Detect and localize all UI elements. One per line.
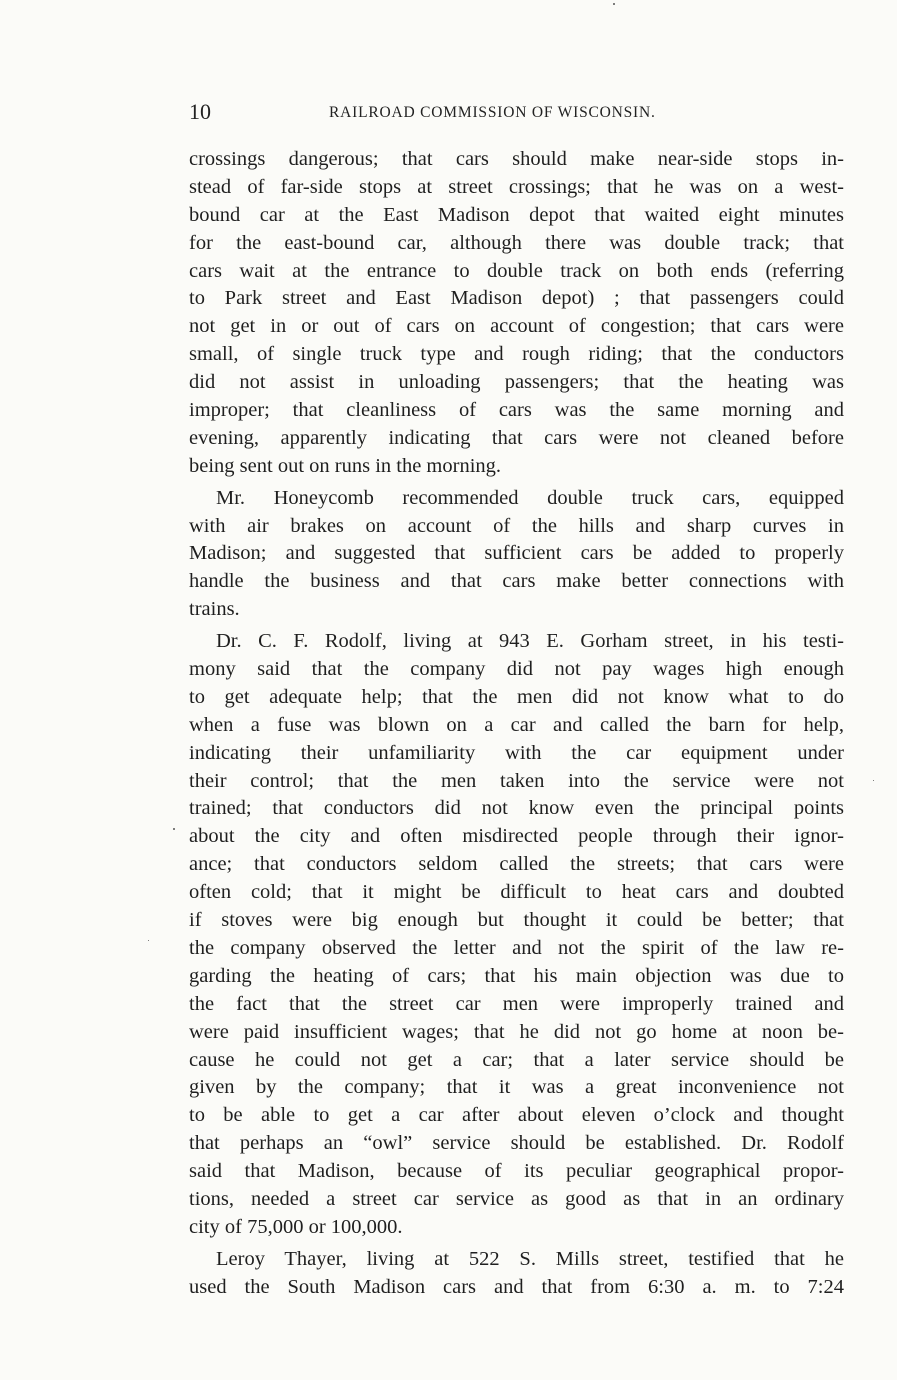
- text-line: crossings dangerous; that cars should make near-side stops in-: [189, 148, 844, 170]
- text-line: Mr. Honeycomb recommended double truck cars, equipped: [216, 486, 844, 509]
- scan-speck: [173, 828, 175, 830]
- text-line: mony said that the company did not pay wages high enough: [189, 658, 844, 681]
- scan-speck: [613, 3, 615, 5]
- text-line: that perhaps an “owl” service should be established. Dr. Rodolf: [189, 1132, 844, 1155]
- text-line: were paid insufficient wages; that he did not go home at noon be-: [189, 1020, 844, 1043]
- text-line: bound car at the East Madison depot that waited eight minutes: [189, 203, 844, 226]
- text-line: evening, apparently indicating that cars were not cleaned before: [189, 426, 844, 449]
- text-line: not get in or out of cars on account of congestion; that cars were: [189, 315, 844, 338]
- text-line: their control; that the men taken into the service were not: [189, 769, 844, 792]
- page-header: [189, 98, 844, 126]
- text-line: for the east-bound car, although there was double track; that: [189, 231, 844, 254]
- text-line: the company observed the letter and not the spirit of the law re-: [189, 936, 844, 959]
- text-line: to be able to get a car after about eleven o’clock and thought: [189, 1104, 844, 1127]
- text-line: Madison; and suggested that sufficient cars be added to properly: [189, 542, 844, 565]
- text-line: handle the business and that cars make better connections with: [189, 570, 844, 593]
- text-line: to get adequate help; that the men did not know what to do: [189, 685, 844, 708]
- running-head: RAILROAD COMMISSION OF WISCONSIN.: [329, 104, 656, 121]
- text-line: stead of far-side stops at street crossings; that he was on a west-: [189, 175, 844, 198]
- text-line: the fact that the street car men were improperly trained and: [189, 992, 844, 1015]
- text-line: did not assist in unloading passengers; that the heating was: [189, 371, 844, 394]
- text-line: city of 75,000 or 100,000.: [189, 1215, 403, 1238]
- text-line: about the city and often misdirected people through their ignor-: [189, 825, 844, 848]
- paragraph-1: [189, 146, 844, 481]
- text-line: improper; that cleanliness of cars was the same morning and: [189, 399, 844, 422]
- text-line: when a fuse was blown on a car and called the barn for help,: [189, 713, 844, 736]
- text-line: used the South Madison cars and that from 6:30 a. m. to 7:24: [189, 1275, 844, 1298]
- scan-speck: [148, 940, 149, 941]
- text-line: said that Madison, because of its peculiar geographical propor-: [189, 1160, 844, 1183]
- text-line: small, of single truck type and rough riding; that the conductors: [189, 343, 844, 366]
- text-line: trained; that conductors did not know even the principal points: [189, 797, 844, 820]
- text-line: often cold; that it might be difficult to heat cars and doubted: [189, 881, 844, 904]
- text-line: cause he could not get a car; that a later service should be: [189, 1048, 844, 1071]
- text-line: Dr. C. F. Rodolf, living at 943 E. Gorham street, in his testi-: [216, 630, 844, 653]
- text-line: being sent out on runs in the morning.: [189, 454, 502, 477]
- text-line: tions, needed a street car service as good as that in an ordinary: [189, 1187, 844, 1210]
- text-line: ance; that conductors seldom called the streets; that cars were: [189, 853, 844, 876]
- text-line: garding the heating of cars; that his main objection was due to: [189, 964, 844, 987]
- body-text: [189, 146, 844, 1306]
- text-line: cars wait at the entrance to double track on both ends (referring: [189, 259, 844, 282]
- page-number: 10: [189, 99, 211, 124]
- paragraph-2: [189, 485, 844, 624]
- text-line: trains.: [189, 598, 240, 621]
- text-line: with air brakes on account of the hills and sharp curves in: [189, 514, 844, 537]
- text-line: indicating their unfamiliarity with the car equipment under: [189, 741, 844, 764]
- text-line: if stoves were big enough but thought it could be better; that: [189, 909, 844, 932]
- text-line: to Park street and East Madison depot) ; that passengers could: [189, 287, 844, 310]
- paragraph-3: [189, 628, 844, 1242]
- text-line: given by the company; that it was a great inconvenience not: [189, 1076, 844, 1099]
- text-line: Leroy Thayer, living at 522 S. Mills street, testified that he: [216, 1247, 844, 1270]
- paragraph-4: [189, 1246, 844, 1302]
- scan-speck: [873, 780, 874, 781]
